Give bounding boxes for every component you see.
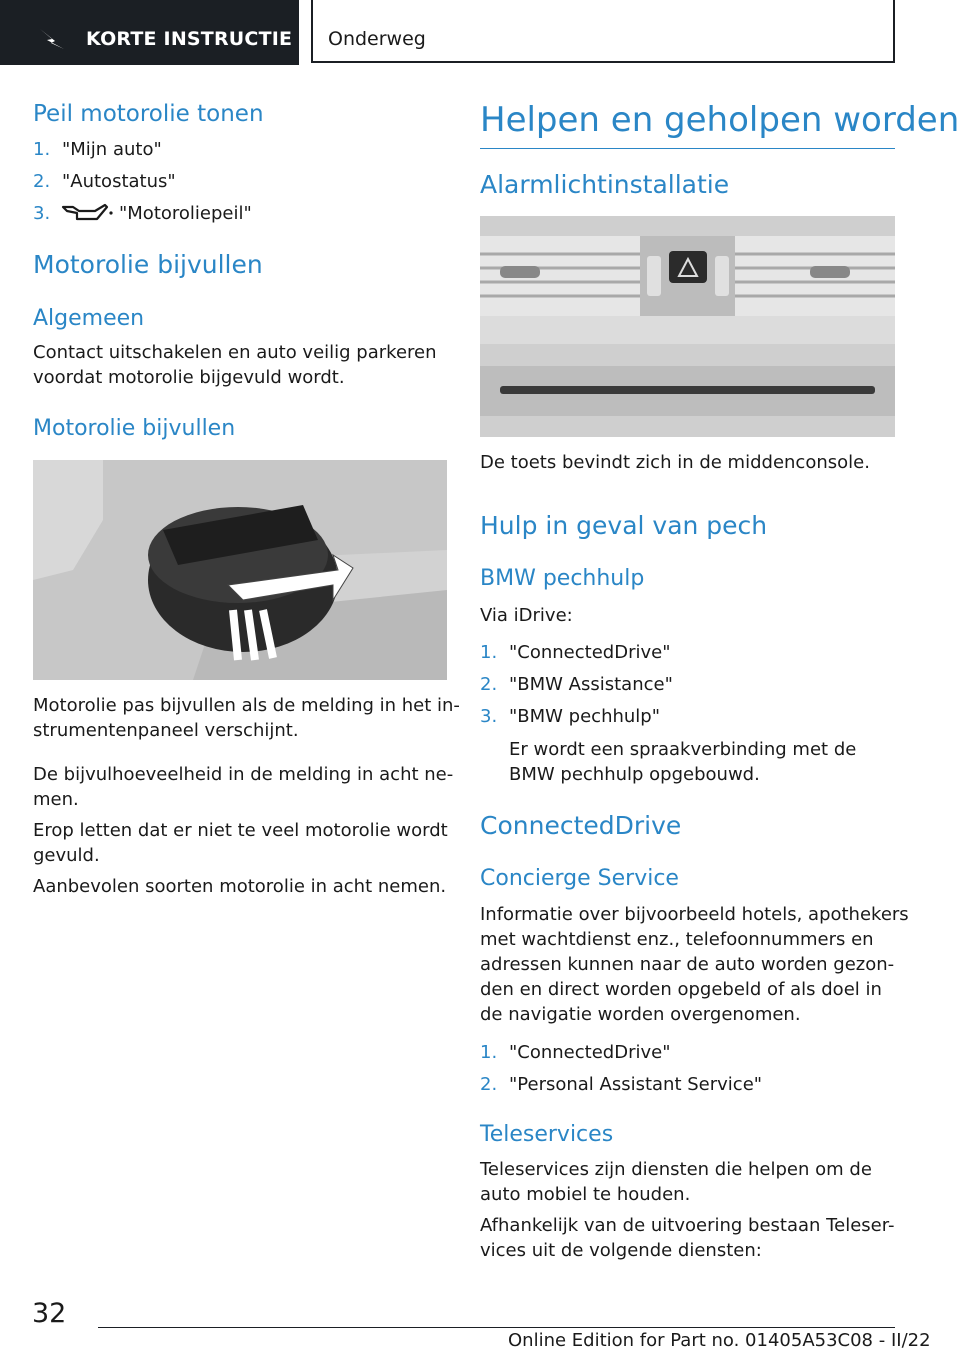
peil-heading: Peil motorolie tonen — [33, 101, 264, 127]
bijvullen-sub-heading: Motorolie bijvullen — [33, 416, 236, 441]
section-label: KORTE INSTRUCTIE — [86, 28, 293, 50]
paragraph: Erop letten dat er niet te veel motorolie wordt — [33, 820, 448, 841]
paragraph: Teleservices zijn diensten die helpen om de — [480, 1159, 872, 1180]
chapter-tab[interactable] — [311, 0, 895, 63]
page-number: 32 — [32, 1298, 67, 1329]
list-number: 2. — [33, 171, 51, 192]
list-number: 2. — [480, 1074, 498, 1095]
paragraph: met wachtdienst enz., telefoonnummers en — [480, 929, 874, 950]
paragraph: BMW pechhulp opgebouwd. — [509, 764, 760, 785]
paragraph: Afhankelijk van de uitvoering bestaan Teleser- — [480, 1215, 895, 1236]
paragraph: De bijvulhoeveelheid in de melding in acht ne- — [33, 764, 454, 785]
list-number: 1. — [480, 642, 498, 663]
paragraph: Er wordt een spraakverbinding met de — [509, 739, 857, 760]
paragraph: auto mobiel te houden. — [480, 1184, 691, 1205]
list-text: "Mijn auto" — [62, 139, 162, 160]
paragraph: vices uit de volgende diensten: — [480, 1240, 762, 1261]
paragraph: men. — [33, 789, 79, 810]
paragraph: den en direct worden opgebeld of als doel in — [480, 979, 882, 1000]
list-text: "Personal Assistant Service" — [509, 1074, 763, 1095]
teleservices-heading: Teleservices — [480, 1122, 614, 1147]
list-text: "BMW Assistance" — [509, 674, 673, 695]
paragraph: Aanbevolen soorten motorolie in acht nemen. — [33, 876, 447, 897]
alarm-heading: Alarmlichtinstallatie — [480, 170, 730, 199]
algemeen-heading: Algemeen — [33, 306, 145, 331]
list-text: "Autostatus" — [62, 171, 176, 192]
list-number: 1. — [480, 1042, 498, 1063]
oil-can-icon — [61, 201, 115, 223]
paragraph: Motorolie pas bijvullen als de melding in het in- — [33, 695, 460, 716]
list-text: "ConnectedDrive" — [509, 1042, 671, 1063]
list-number: 2. — [480, 674, 498, 695]
chapter-label: Onderweg — [328, 28, 426, 50]
footer-rule — [98, 1327, 895, 1328]
main-heading: Helpen en geholpen worden — [480, 100, 960, 140]
bijvullen-heading: Motorolie bijvullen — [33, 250, 263, 279]
pech-heading: Hulp in geval van pech — [480, 511, 768, 540]
paragraph: voordat motorolie bijgevuld wordt. — [33, 367, 345, 388]
list-text: "BMW pechhulp" — [509, 706, 661, 727]
paragraph: De toets bevindt zich in de middenconsole. — [480, 452, 870, 473]
list-number: 3. — [33, 203, 51, 224]
paragraph: gevuld. — [33, 845, 100, 866]
concierge-heading: Concierge Service — [480, 866, 679, 891]
paragraph: Informatie over bijvoorbeeld hotels, apothekers — [480, 904, 909, 925]
paragraph: adressen kunnen naar de auto worden gezon- — [480, 954, 895, 975]
list-number: 3. — [480, 706, 498, 727]
heading-rule — [480, 148, 895, 149]
oil-cap-illustration — [33, 460, 447, 680]
list-number: 1. — [33, 139, 51, 160]
paragraph: Via iDrive: — [480, 605, 573, 626]
paragraph: Contact uitschakelen en auto veilig parkeren — [33, 342, 437, 363]
list-text: "Motoroliepeil" — [119, 203, 252, 224]
list-text: "ConnectedDrive" — [509, 642, 671, 663]
paragraph: de navigatie worden overgenomen. — [480, 1004, 801, 1025]
edition-text: Online Edition for Part no. 01405A53C08 - II/22 — [508, 1330, 931, 1351]
bmw-pechhulp-heading: BMW pechhulp — [480, 566, 645, 591]
connecteddrive-heading: ConnectedDrive — [480, 811, 682, 840]
section-tab[interactable] — [0, 0, 299, 65]
lightning-icon — [38, 27, 68, 51]
hazard-button-illustration — [480, 216, 895, 437]
paragraph: strumentenpaneel verschijnt. — [33, 720, 299, 741]
